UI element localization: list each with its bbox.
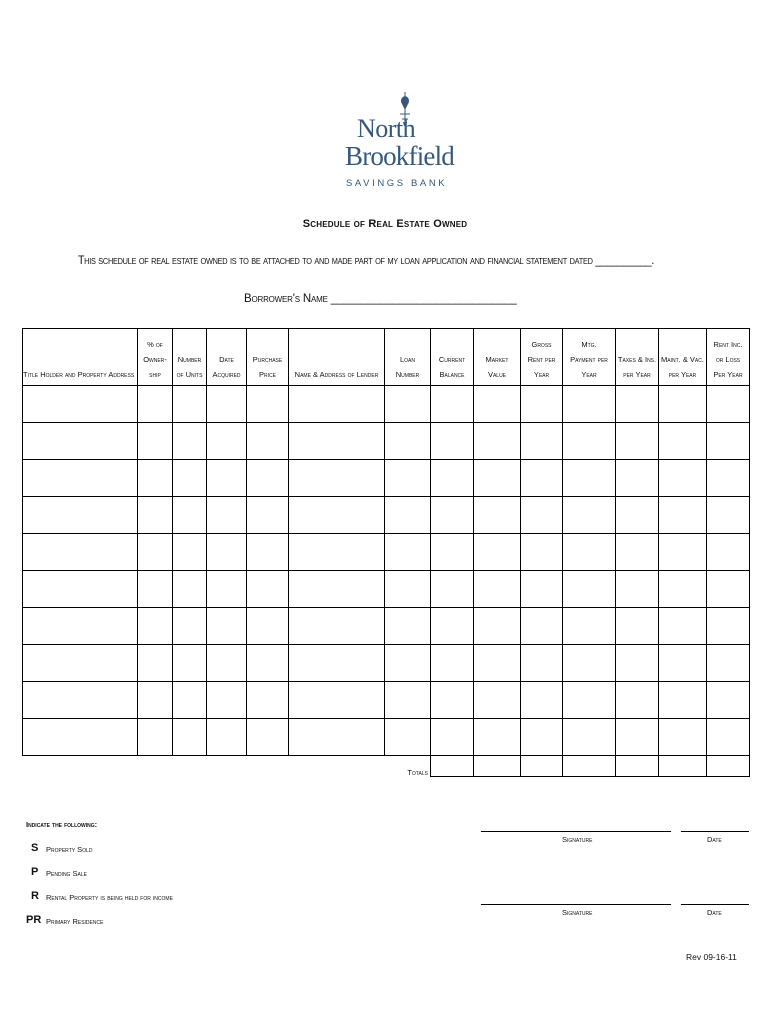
table-cell[interactable]	[474, 423, 521, 460]
table-cell[interactable]	[616, 608, 659, 645]
code-s-desc: Property Sold	[46, 845, 93, 854]
table-cell[interactable]	[23, 608, 138, 645]
logo-savings-bank-text: SAVINGS BANK	[346, 178, 448, 189]
table-cell[interactable]	[616, 645, 659, 682]
table-row	[23, 423, 750, 460]
table-cell[interactable]	[521, 645, 563, 682]
table-cell[interactable]	[385, 682, 431, 719]
table-cell[interactable]	[707, 682, 750, 719]
table-cell[interactable]	[563, 645, 616, 682]
table-cell[interactable]	[616, 423, 659, 460]
code-p: P	[31, 866, 39, 878]
table-cell[interactable]	[521, 497, 563, 534]
column-header: % of Owner- ship	[138, 329, 173, 386]
table-cell[interactable]	[247, 460, 289, 497]
table-cell[interactable]	[23, 571, 138, 608]
code-pr-desc: Primary Residence	[46, 917, 104, 926]
table-cell[interactable]	[659, 719, 707, 756]
date-label-2: Date	[707, 908, 722, 917]
table-cell[interactable]	[616, 571, 659, 608]
table-cell[interactable]	[247, 608, 289, 645]
column-header: Current Balance	[431, 329, 474, 386]
table-cell[interactable]	[173, 423, 207, 460]
totals-cell[interactable]	[431, 756, 474, 777]
table-header-row	[23, 329, 750, 386]
table-cell[interactable]	[289, 534, 385, 571]
table-cell[interactable]	[23, 460, 138, 497]
table-cell[interactable]	[289, 645, 385, 682]
signature-label-1: Signature	[562, 835, 593, 844]
table-cell[interactable]	[385, 460, 431, 497]
code-r-desc: Rental Property is being held for income	[46, 893, 173, 902]
table-cell[interactable]	[659, 460, 707, 497]
column-header: Name & Address of Lender	[289, 329, 385, 386]
table-cell[interactable]	[707, 386, 750, 423]
totals-cell[interactable]	[521, 756, 563, 777]
table-cell[interactable]	[707, 571, 750, 608]
table-cell[interactable]	[207, 719, 247, 756]
table-cell[interactable]	[138, 571, 173, 608]
table-cell[interactable]	[474, 608, 521, 645]
totals-spacer	[23, 756, 138, 777]
table-cell[interactable]	[138, 534, 173, 571]
table-cell[interactable]	[659, 423, 707, 460]
table-cell[interactable]	[707, 534, 750, 571]
totals-cell[interactable]	[616, 756, 659, 777]
table-cell[interactable]	[616, 534, 659, 571]
table-cell[interactable]	[138, 645, 173, 682]
signature-line-2[interactable]	[481, 904, 671, 905]
table-cell[interactable]	[563, 423, 616, 460]
totals-cell[interactable]	[563, 756, 616, 777]
table-cell[interactable]	[563, 497, 616, 534]
table-cell[interactable]	[563, 719, 616, 756]
table-cell[interactable]	[659, 608, 707, 645]
totals-spacer	[289, 756, 385, 777]
table-cell[interactable]	[247, 645, 289, 682]
page-title: Schedule of Real Estate Owned	[302, 218, 468, 230]
table-cell[interactable]	[173, 719, 207, 756]
table-cell[interactable]	[247, 497, 289, 534]
table-cell[interactable]	[23, 645, 138, 682]
table-cell[interactable]	[431, 719, 474, 756]
column-header: Gross Rent per Year	[521, 329, 563, 386]
table-cell[interactable]	[289, 571, 385, 608]
table-cell[interactable]	[616, 497, 659, 534]
totals-label: Totals	[385, 756, 431, 777]
date-line-2[interactable]	[681, 904, 749, 905]
table-cell[interactable]	[173, 571, 207, 608]
table-cell[interactable]	[385, 534, 431, 571]
intro-text[interactable]: This schedule of real estate owned is to be attached to and made part of my loan application and financial statement dated __________.	[78, 255, 655, 267]
table-cell[interactable]	[247, 386, 289, 423]
table-cell[interactable]	[659, 571, 707, 608]
code-p-desc: Pending Sale	[46, 869, 87, 878]
totals-cell[interactable]	[707, 756, 750, 777]
table-row	[23, 571, 750, 608]
totals-spacer	[138, 756, 173, 777]
date-label-1: Date	[707, 835, 722, 844]
code-pr: PR	[26, 914, 42, 926]
signature-line-1[interactable]	[481, 831, 671, 832]
table-cell[interactable]	[23, 719, 138, 756]
table-cell[interactable]	[431, 608, 474, 645]
table-cell[interactable]	[207, 460, 247, 497]
table-row	[23, 534, 750, 571]
table-cell[interactable]	[23, 497, 138, 534]
column-header: Loan Number	[385, 329, 431, 386]
table-cell[interactable]	[707, 497, 750, 534]
table-cell[interactable]	[563, 386, 616, 423]
table-cell[interactable]	[23, 423, 138, 460]
table-cell[interactable]	[247, 682, 289, 719]
table-cell[interactable]	[563, 460, 616, 497]
totals-cell[interactable]	[474, 756, 521, 777]
table-cell[interactable]	[385, 423, 431, 460]
table-cell[interactable]	[474, 719, 521, 756]
table-cell[interactable]	[289, 719, 385, 756]
table-cell[interactable]	[207, 645, 247, 682]
table-cell[interactable]	[289, 608, 385, 645]
table-cell[interactable]	[659, 534, 707, 571]
table-cell[interactable]	[173, 460, 207, 497]
table-cell[interactable]	[707, 460, 750, 497]
table-cell[interactable]	[521, 460, 563, 497]
column-header: Taxes & Ins. per Year	[616, 329, 659, 386]
table-cell[interactable]	[385, 571, 431, 608]
table-cell[interactable]	[707, 423, 750, 460]
table-cell[interactable]	[474, 645, 521, 682]
column-header: Title Holder and Property Address	[23, 329, 138, 386]
totals-spacer	[207, 756, 247, 777]
table-cell[interactable]	[563, 571, 616, 608]
table-cell[interactable]	[385, 386, 431, 423]
date-line-1[interactable]	[681, 831, 749, 832]
table-cell[interactable]	[659, 386, 707, 423]
table-cell[interactable]	[431, 423, 474, 460]
table-cell[interactable]	[521, 571, 563, 608]
table-row	[23, 460, 750, 497]
table-cell[interactable]	[431, 571, 474, 608]
table-cell[interactable]	[247, 719, 289, 756]
table-cell[interactable]	[431, 534, 474, 571]
column-header: Rent Inc. or Loss Per Year	[707, 329, 750, 386]
table-cell[interactable]	[385, 608, 431, 645]
table-cell[interactable]	[247, 423, 289, 460]
totals-spacer	[247, 756, 289, 777]
table-row	[23, 682, 750, 719]
table-cell[interactable]	[385, 497, 431, 534]
table-cell[interactable]	[138, 719, 173, 756]
table-cell[interactable]	[521, 423, 563, 460]
totals-spacer	[173, 756, 207, 777]
logo-brookfield-text: Brookfield	[345, 141, 454, 171]
table-cell[interactable]	[474, 460, 521, 497]
table-cell[interactable]	[138, 608, 173, 645]
table-cell[interactable]	[474, 682, 521, 719]
logo-north-text: North	[357, 114, 416, 143]
table-cell[interactable]	[247, 534, 289, 571]
table-cell[interactable]	[207, 571, 247, 608]
table-cell[interactable]	[289, 423, 385, 460]
column-header: Purchase Price	[247, 329, 289, 386]
table-cell[interactable]	[431, 386, 474, 423]
column-header: Market Value	[474, 329, 521, 386]
table-cell[interactable]	[563, 682, 616, 719]
borrower-name-field[interactable]: Borrower's Name ______________________________	[244, 293, 517, 305]
real-estate-table	[22, 328, 750, 777]
table-cell[interactable]	[173, 682, 207, 719]
table-cell[interactable]	[138, 682, 173, 719]
table-cell[interactable]	[474, 386, 521, 423]
table-cell[interactable]	[563, 534, 616, 571]
table-cell[interactable]	[707, 608, 750, 645]
table-cell[interactable]	[616, 460, 659, 497]
revision-label: Rev 09-16-11	[686, 952, 737, 962]
table-cell[interactable]	[23, 386, 138, 423]
table-cell[interactable]	[207, 386, 247, 423]
table-cell[interactable]	[138, 460, 173, 497]
table-cell[interactable]	[707, 645, 750, 682]
table-cell[interactable]	[616, 719, 659, 756]
table-cell[interactable]	[659, 645, 707, 682]
table-cell[interactable]	[207, 682, 247, 719]
table-cell[interactable]	[385, 719, 431, 756]
table-cell[interactable]	[289, 386, 385, 423]
indicate-heading: Indicate the following:	[26, 820, 98, 829]
table-cell[interactable]	[563, 608, 616, 645]
table-row	[23, 645, 750, 682]
table-cell[interactable]	[521, 608, 563, 645]
table-row	[23, 719, 750, 756]
table-cell[interactable]	[23, 682, 138, 719]
table-cell[interactable]	[138, 423, 173, 460]
table-cell[interactable]	[659, 497, 707, 534]
table-cell[interactable]	[173, 645, 207, 682]
table-row	[23, 386, 750, 423]
table-cell[interactable]	[173, 608, 207, 645]
table-cell[interactable]	[207, 423, 247, 460]
table-cell[interactable]	[207, 497, 247, 534]
table-row	[23, 497, 750, 534]
table-cell[interactable]	[247, 571, 289, 608]
table-cell[interactable]	[138, 386, 173, 423]
table-cell[interactable]	[385, 645, 431, 682]
table-cell[interactable]	[659, 682, 707, 719]
column-header: Mtg. Payment per Year	[563, 329, 616, 386]
table-cell[interactable]	[289, 460, 385, 497]
table-cell[interactable]	[173, 497, 207, 534]
totals-row	[23, 756, 750, 777]
table-cell[interactable]	[289, 682, 385, 719]
table-row	[23, 608, 750, 645]
table-cell[interactable]	[474, 534, 521, 571]
table-cell[interactable]	[521, 719, 563, 756]
table-cell[interactable]	[707, 719, 750, 756]
table-cell[interactable]	[173, 534, 207, 571]
column-header: Number of Units	[173, 329, 207, 386]
code-r: R	[31, 890, 39, 902]
table-cell[interactable]	[474, 571, 521, 608]
table-cell[interactable]	[521, 386, 563, 423]
table-cell[interactable]	[431, 460, 474, 497]
table-cell[interactable]	[616, 682, 659, 719]
totals-cell[interactable]	[659, 756, 707, 777]
code-s: S	[31, 842, 39, 854]
table-cell[interactable]	[431, 682, 474, 719]
table-cell[interactable]	[474, 497, 521, 534]
table-cell[interactable]	[207, 608, 247, 645]
table-cell[interactable]	[23, 534, 138, 571]
table-cell[interactable]	[207, 534, 247, 571]
table-cell[interactable]	[431, 645, 474, 682]
table-cell[interactable]	[173, 386, 207, 423]
table-cell[interactable]	[431, 497, 474, 534]
table-cell[interactable]	[289, 497, 385, 534]
column-header: Date Acquired	[207, 329, 247, 386]
signature-label-2: Signature	[562, 908, 593, 917]
table-cell[interactable]	[616, 386, 659, 423]
table-cell[interactable]	[521, 534, 563, 571]
table-cell[interactable]	[138, 497, 173, 534]
table-cell[interactable]	[521, 682, 563, 719]
bank-logo	[340, 92, 454, 196]
column-header: Maint. & Vac. per Year	[659, 329, 707, 386]
